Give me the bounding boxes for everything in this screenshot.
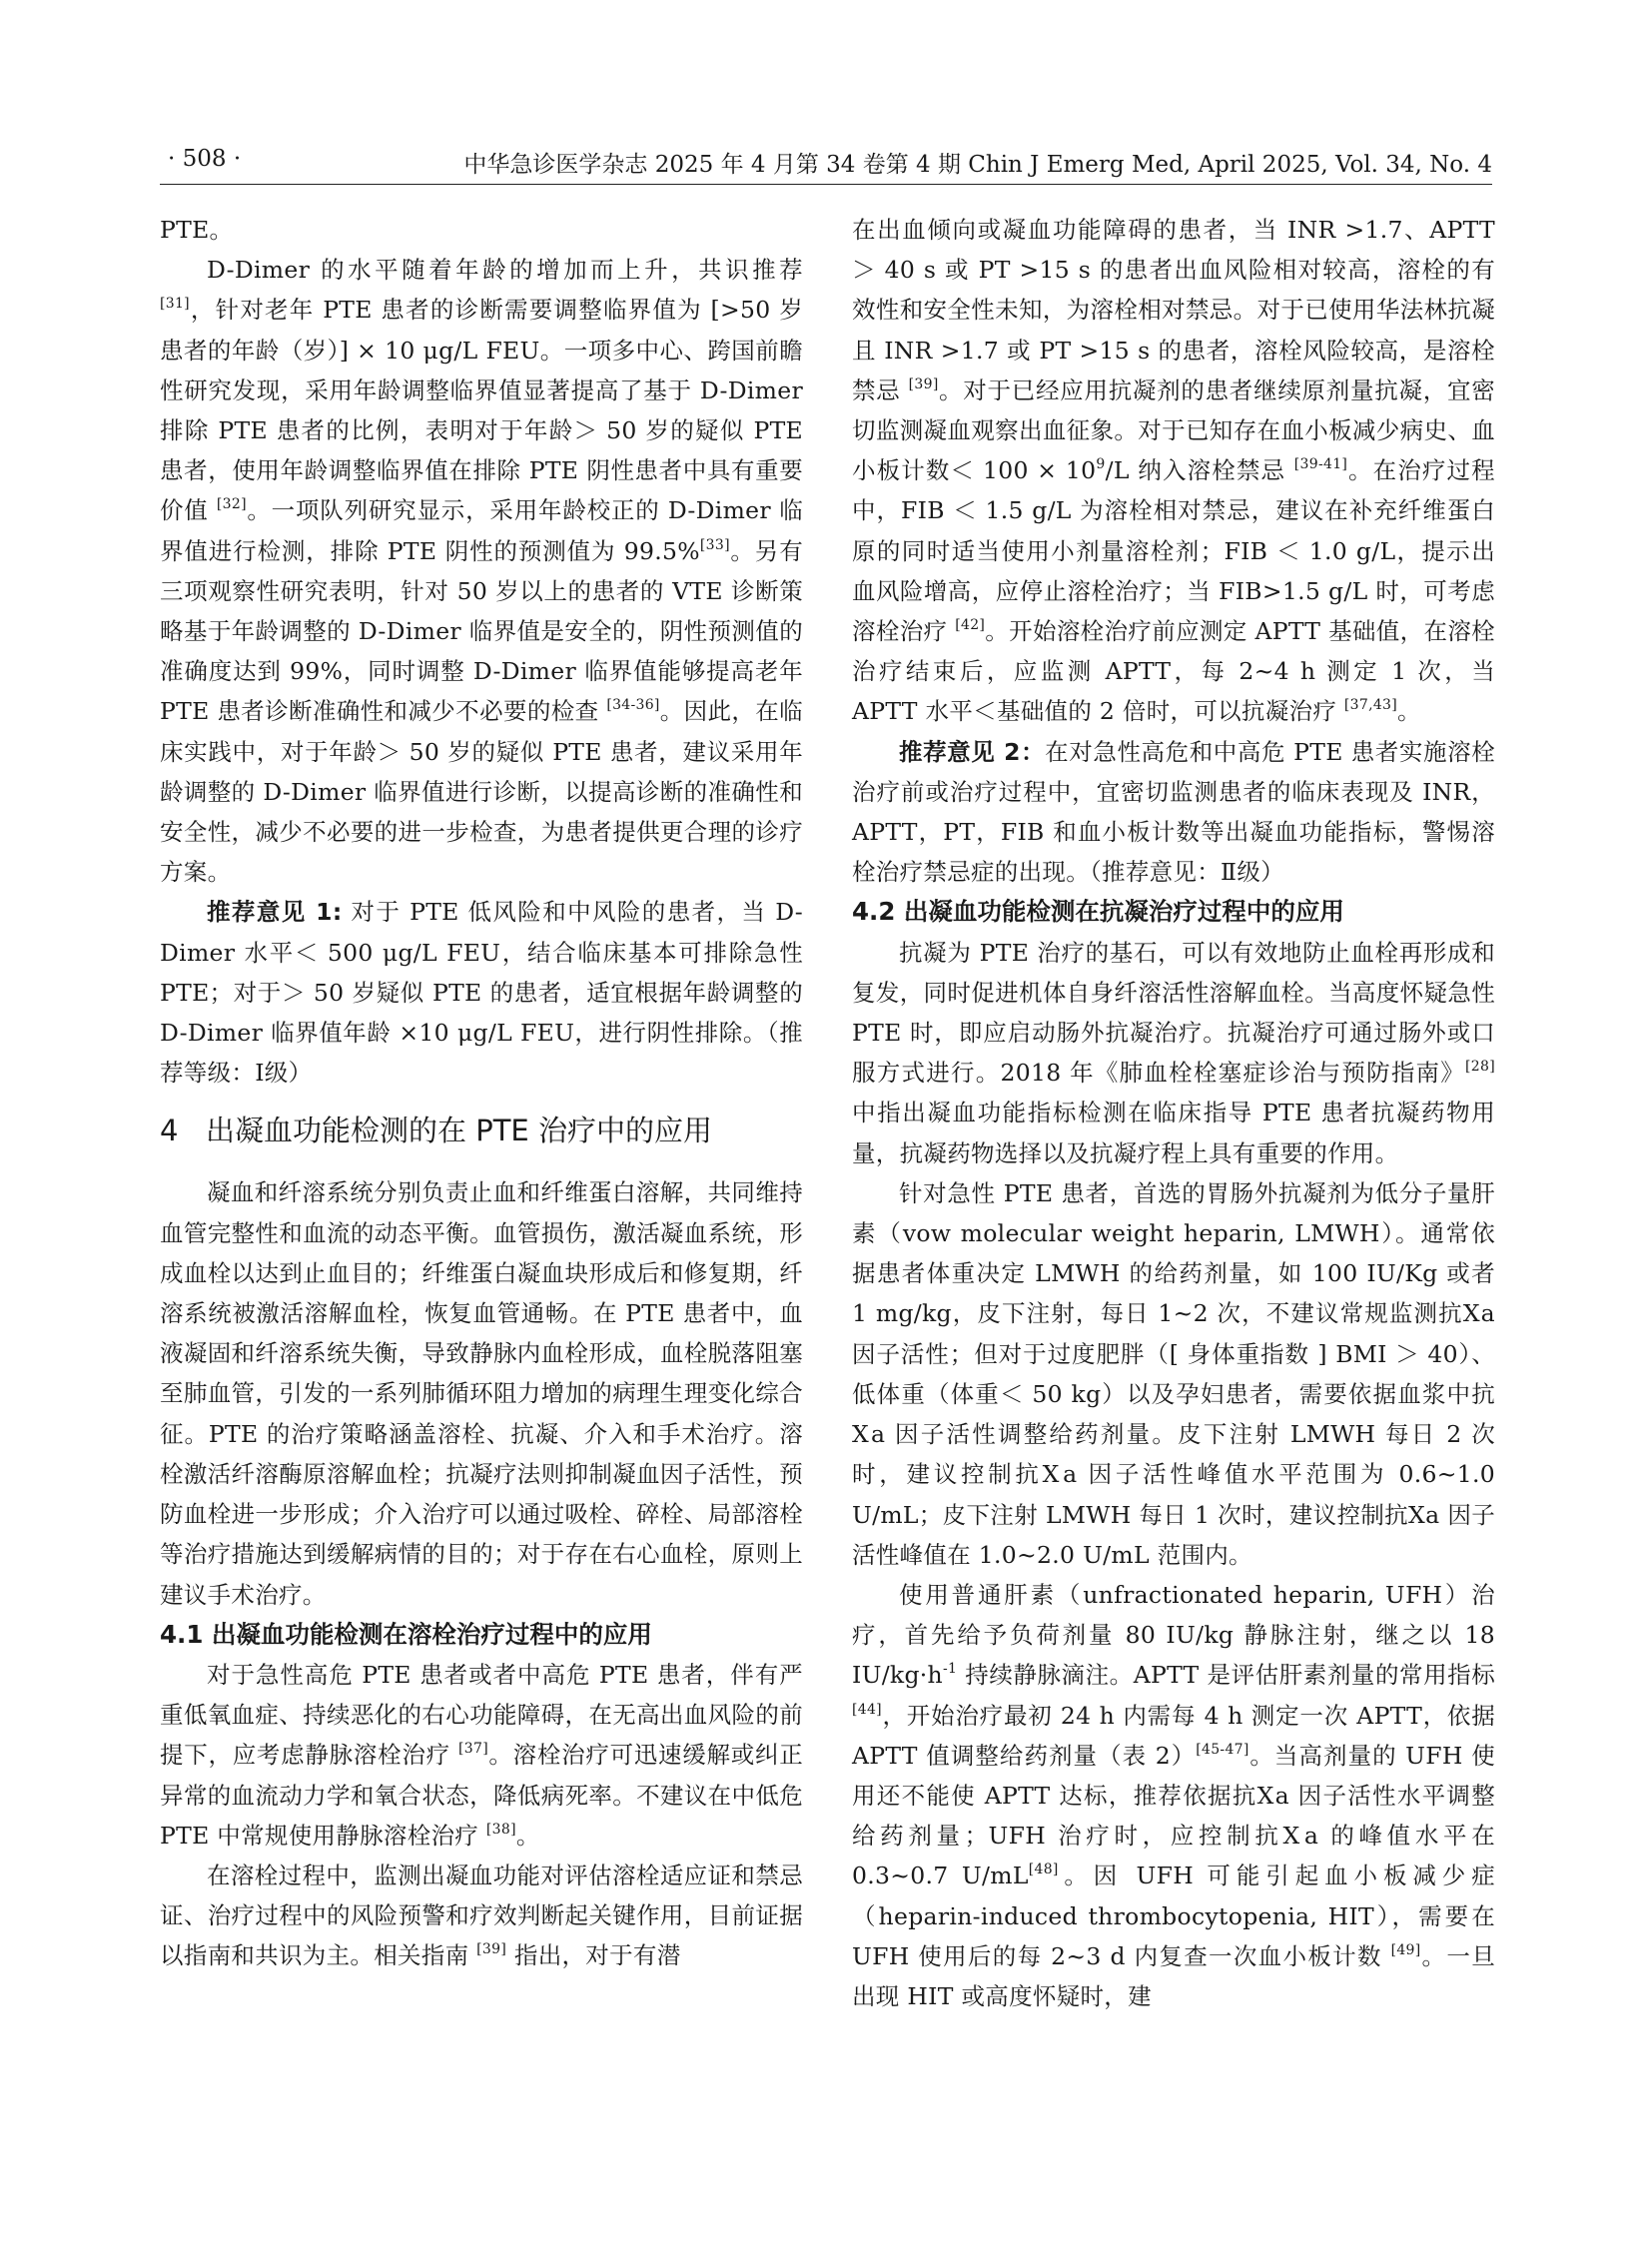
citation[interactable]: [45-47]	[1196, 1741, 1249, 1758]
right-column	[852, 210, 1495, 2016]
superscript: 9	[1096, 456, 1106, 473]
paragraph: 使用普通肝素（unfractionated heparin, UFH）治疗，首先给予负荷剂量 80 IU/kg 静脉注射，继之以 18 $IU/kg\cdot h^{-1}$ 持续静脉滴注。APTT 是评估肝素剂量的常用指标 [44]，开始治疗最初 24 h 内需每 4 h 测定一次 APTT，依据 APTT 值调整给药剂量（表 2）[45-47]。当高剂量的 UFH 使用还不能使 APTT 达标，推荐依据抗Ⅹa 因子活性水平调整给药剂量；UFH 治疗时，应控制抗Ⅹa 的峰值水平在 0.3~0.7 U/mL[48]。因 UFH 可能引起血小板减少症（heparin-induced thrombocytopenia, HIT），需要在 UFH 使用后的每 2~3 d 内复查一次血小板计数 [49]。一旦出现 HIT 或高度怀疑时，建	[852, 1580, 1495, 2010]
citation[interactable]: [42]	[955, 617, 986, 634]
recommendation-2: 推荐意见 2：在对急性高危和中高危 PTE 患者实施溶栓治疗前或治疗过程中，宜密切监测患者的临床表现及 INR，APTT，PT，FIB 和血小板计数等出凝血功能指标，警惕溶栓治疗禁忌症的出现。（推荐意见：Ⅱ级）	[852, 737, 1495, 887]
left-column	[160, 210, 803, 1976]
paragraph: 在出血倾向或凝血功能障碍的患者，当 INR >1.7、APTT ＞ 40 s 或 PT >15 s 的患者出血风险相对较高，溶栓的有效性和安全性未知，为溶栓相对禁忌。对于已使用华法林抗凝且 INR >1.7 或 PT >15 s 的患者，溶栓风险较高，是溶栓禁忌 [39]。对于已经应用抗凝剂的患者继续原剂量抗凝，宜密切监测凝血观察出血征象。对于已知存在血小板减少病史、血小板计数＜ $100 \times 10^9/L$ 纳入溶栓禁忌 [39-41]。在治疗过程中，FIB ＜ 1.5 g/L 为溶栓相对禁忌，建议在补充纤维蛋白原的同时适当使用小剂量溶栓剂；FIB ＜ 1.0 g/L，提示出血风险增高，应停止溶栓治疗；当 FIB>1.5 g/L 时，可考虑溶栓治疗 [42]。开始溶栓治疗前应测定 APTT 基础值，在溶栓治疗结束后，应监测 APTT，每 2~4 h 测定 1 次，当 APTT 水平＜基础值的 2 倍时，可以抗凝治疗 [37,43]。	[852, 216, 1495, 726]
citation[interactable]: [31]	[160, 296, 190, 313]
paragraph: 抗凝为 PTE 治疗的基石，可以有效地防止血栓再形成和复发，同时促进机体自身纤溶活性溶解血栓。当高度怀疑急性 PTE 时，即应启动肠外抗凝治疗。抗凝治疗可通过肠外或口服方式进行。2018 年《肺血栓栓塞症诊治与预防指南》[28] 中指出凝血功能指标检测在临床指导 PTE 患者抗凝药物用量，抗凝药物选择以及抗凝疗程上具有重要的作用。	[852, 938, 1495, 1167]
citation[interactable]: [38]	[485, 1821, 516, 1838]
section-heading-4-1: 4.1 出凝血功能检测在溶栓治疗过程中的应用	[160, 1619, 652, 1649]
citation[interactable]: [39-41]	[1293, 456, 1348, 473]
citation[interactable]: [48]	[1028, 1862, 1059, 1878]
recommendation-label: 推荐意见 2：	[899, 737, 1046, 766]
paragraph: 对于急性高危 PTE 患者或者中高危 PTE 患者，伴有严重低氧血症、持续恶化的右心功能障碍，在无高出血风险的前提下，应考虑静脉溶栓治疗 [37]。溶栓治疗可迅速缓解或纠正异常的血流动力学和氧合状态，降低病死率。不建议在中低危 PTE 中常规使用静脉溶栓治疗 [38]。	[160, 1660, 804, 1850]
citation[interactable]: [39]	[908, 375, 939, 392]
paragraph: PTE。	[160, 216, 234, 244]
section-heading-4-2: 4.2 出凝血功能检测在抗凝治疗过程中的应用	[852, 897, 1344, 927]
paragraph: D-Dimer 的水平随着年龄的增加而上升，共识推荐 [31]，针对老年 PTE 患者的诊断需要调整临界值为 [>50 岁患者的年龄（岁）] × 10 μg/L FEU。一项多中心、跨国前瞻性研究发现，采用年龄调整临界值显著提高了基于 D-Dimer 排除 PTE 患者的比例，表明对于年龄＞ 50 岁的疑似 PTE 患者，使用年龄调整临界值在排除 PTE 阴性患者中具有重要价值 [32]。一项队列研究显示，采用年龄校正的 D-Dimer 临界值进行检测，排除 PTE 阴性的预测值为 99.5%[33]。另有三项观察性研究表明，针对 50 岁以上的患者的 VTE 诊断策略基于年龄调整的 D-Dimer 临界值是安全的，阴性预测值的准确度达到 99%，同时调整 D-Dimer 临界值能够提高老年 PTE 患者诊断准确性和减少不必要的检查 [34-36]。因此，在临床实践中，对于年龄＞ 50 岁的疑似 PTE 患者，建议采用年龄调整的 D-Dimer 临界值进行诊断，以提高诊断的准确性和安全性，减少不必要的进一步检查，为患者提供更合理的诊疗方案。	[160, 256, 803, 887]
header-rule	[160, 184, 1492, 185]
citation[interactable]: [37,43]	[1343, 697, 1398, 714]
citation[interactable]: [39]	[476, 1941, 507, 1958]
citation[interactable]: [32]	[216, 496, 247, 513]
running-header: 中华急诊医学杂志 2025 年 4 月第 34 卷第 4 期 Chin J Emerg Med, April 2025, Vol. 34, No. 4	[463, 152, 1492, 178]
citation[interactable]: [34-36]	[606, 697, 660, 714]
section-heading-4: 4 出凝血功能检测的在 PTE 治疗中的应用	[160, 1114, 712, 1148]
recommendation-1: 推荐意见 1: 对于 PTE 低风险和中风险的患者，当 D-Dimer 水平＜ 500 μg/L FEU，结合临床基本可排除急性 PTE；对于＞ 50 岁疑似 PTE 的患者，适宜根据年龄调整的 D-Dimer 临界值年龄 ×10 μg/L FEU，进行阴性排除。（推荐等级：Ⅰ级）	[160, 898, 804, 1088]
paragraph: 凝血和纤溶系统分别负责止血和纤维蛋白溶解，共同维持血管完整性和血流的动态平衡。血管损伤，激活凝血系统，形成血栓以达到止血目的；纤维蛋白凝血块形成后和修复期，纤溶系统被激活溶解血栓，恢复血管通畅。在 PTE 患者中，血液凝固和纤溶系统失衡，导致静脉内血栓形成，血栓脱落阻塞至肺血管，引发的一系列肺循环阻力增加的病理生理变化综合征。PTE 的治疗策略涵盖溶栓、抗凝、介入和手术治疗。溶栓激活纤溶酶原溶解血栓；抗凝疗法则抑制凝血因子活性，预防血栓进一步形成；介入治疗可以通过吸栓、碎栓、局部溶栓等治疗措施达到缓解病情的目的；对于存在右心血栓，原则上建议手术治疗。	[160, 1178, 803, 1609]
superscript: -1	[943, 1661, 958, 1678]
citation[interactable]: [28]	[1465, 1059, 1495, 1076]
page-number: · 508 ·	[168, 146, 242, 172]
citation[interactable]: [49]	[1390, 1941, 1421, 1958]
citation[interactable]: [37]	[458, 1741, 488, 1758]
recommendation-label: 推荐意见 1:	[207, 898, 343, 927]
paragraph: 针对急性 PTE 患者，首选的胃肠外抗凝剂为低分子量肝素（vow molecular weight heparin, LMWH）。通常依据患者体重决定 LMWH 的给药剂量，如 100 IU/Kg 或者 1 mg/kg，皮下注射，每日 1~2 次，不建议常规监测抗Ⅹa 因子活性；但对于过度肥胖（[ 身体重指数 ] BMI ＞ 40）、低体重（体重＜ 50 kg）以及孕妇患者，需要依据血浆中抗Ⅹa 因子活性调整给药剂量。皮下注射 LMWH 每日 2 次时，建议控制抗Ⅹa 因子活性峰值水平范围为 0.6~1.0 U/mL；皮下注射 LMWH 每日 1 次时，建议控制抗Ⅹa 因子活性峰值在 1.0~2.0 U/mL 范围内。	[852, 1178, 1495, 1569]
citation[interactable]: [44]	[852, 1701, 882, 1718]
citation[interactable]: [33]	[699, 536, 730, 553]
paragraph: 在溶栓过程中，监测出凝血功能对评估溶栓适应证和禁忌证、治疗过程中的风险预警和疗效判断起关键作用，目前证据以指南和共识为主。相关指南 [39] 指出，对于有潜	[160, 1861, 803, 1970]
